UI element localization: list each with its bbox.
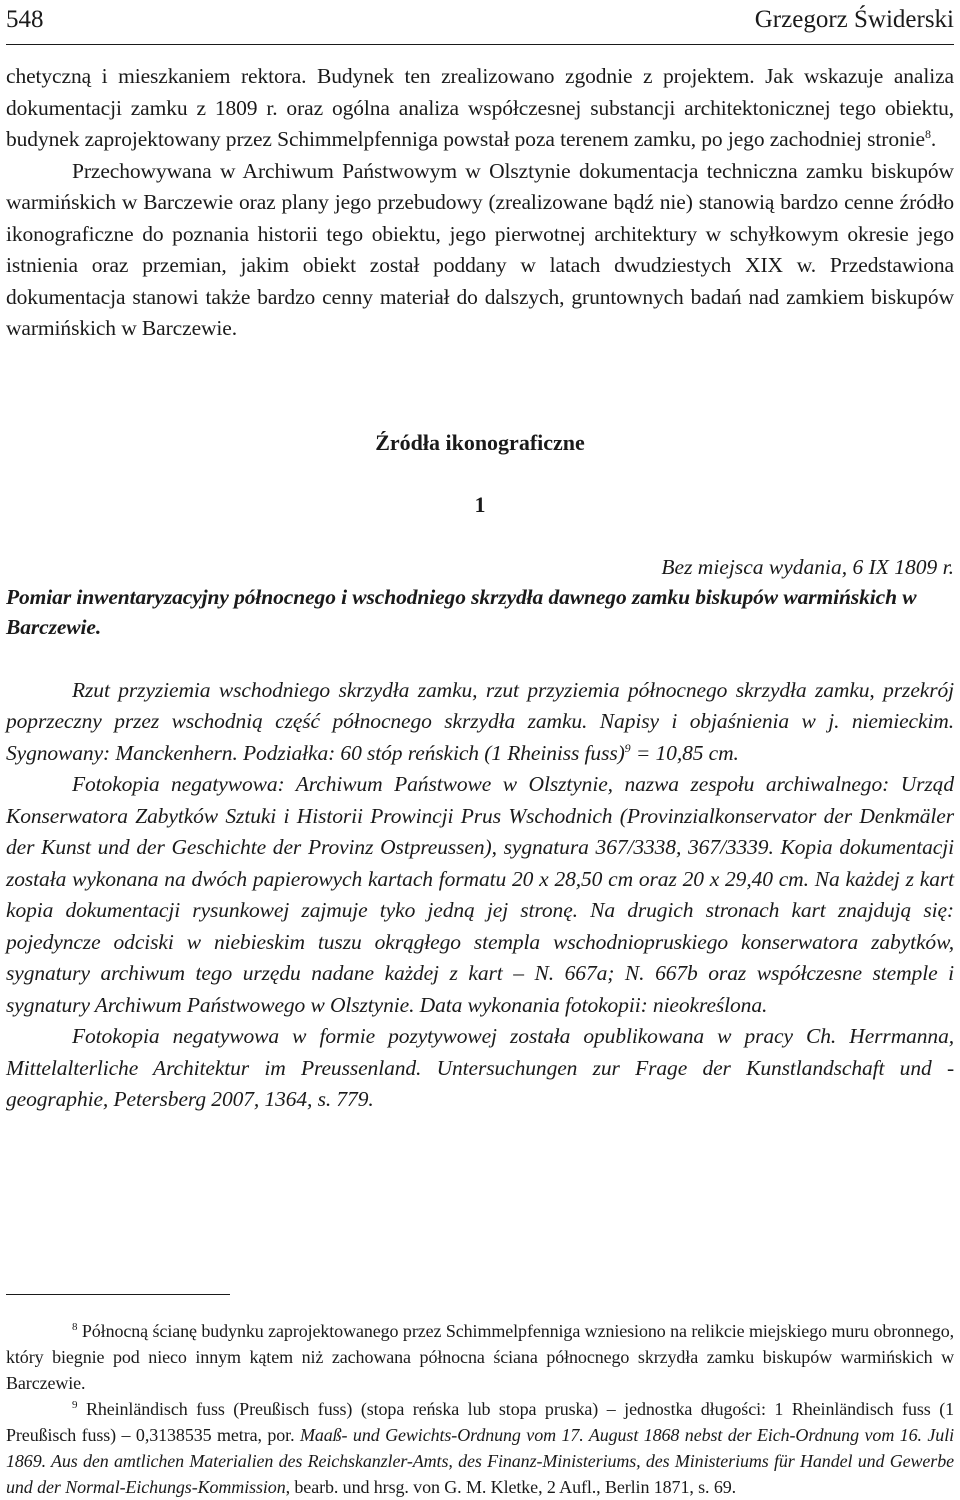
document-number: 1: [474, 491, 486, 517]
description-text: Rzut przyziemia wschodniego skrzydła zamku, rzut przyziemia północnego skrzydła zamku, przekrój poprzeczny przez wschodnią część północnego skrzydła zamku. Napisy i objaśnienia w j. niemieckim. Sygnowany: Manckenhern. Podziałka: 60 stóp reńskich (1 Rheiniss fuss): [6, 677, 954, 765]
footnote-9-citation: , bearb. und hrsg. von G. M. Kletke, 2 Aufl., Berlin 1871, s. 69.: [285, 1477, 737, 1497]
running-head: [6, 0, 954, 44]
photocopy-paragraph: Fotokopia negatywowa: Archiwum Państwowe w Olsztynie, nazwa zespołu archiwalnego: Urząd Konserwatora Zabytków Sztuki i Historii Prowincji Prus Wschodnich (Provinzialkonservator der Denkmäler der Kunst und der Geschichte der Provinz Ostpreussen), sygnatura 367/3338, 367/3339. Kopia dokumentacji została wykonana na dwóch papierowych kartach formatu 20 x 28,50 cm oraz 20 x 29,40 cm. Na każdej z kart kopia dokumentacji rysunkowej zajmuje tyko jedną jej stronę. Na drugich stronach kart znajdują się: pojedyncze odciski w niebieskim tuszu okrągłego stempla wschodniopruskiego konserwatora zabytków, sygnatury archiwum tego urzędu nadane każdej z kart – N. 667a; N. 667b oraz współczesne stemple i sygnatury Archiwum Państwowego w Olsztynie. Data wykonania fotokopii: nieokreślona.: [6, 772, 954, 1017]
page: [6, 0, 954, 1116]
footnotes: [6, 1318, 954, 1500]
footnote-9: [6, 1396, 954, 1500]
footnote-ref-8[interactable]: 8: [924, 126, 931, 141]
header-rule: [6, 44, 954, 45]
paragraph-1-end: .: [930, 127, 937, 151]
footnote-8-number: 8: [72, 1321, 78, 1333]
body-paragraph-1: [6, 61, 954, 156]
body-paragraph-2: Przechowywana w Archiwum Państwowym w Olsztynie dokumentacja techniczna zamku biskupów warmińskich w Barczewie oraz plany jego przebudowy (zrealizowane bądź nie) stanowią bardzo cenne źródło ikonograficzne do poznania historii tego obiektu, jego pierwotnej architektury w schyłkowym okresie jego istnienia oraz przemian, jakim obiekt został poddany w latach dwudziestych XIX w. Przedstawiona dokumentacja stanowi także bardzo cenny materiał do dalszych, gruntownych badań nad zamkiem biskupów warmińskich w Barczewie.: [6, 158, 954, 340]
footnote-9-text: Rheinländisch fuss (Preußisch fuss) (stopa reńska lub stopa pruska) – jednostka długości: 1 Rheinländisch fuss (1 Preußisch fuss) – 0,3138535 metra, por.: [6, 1399, 954, 1445]
paragraph-1-text: chetyczną i mieszkaniem rektora. Budynek ten zrealizowano zgodnie z projektem. Jak wskazuje analiza dokumentacji zamku z 1809 r. oraz ogólna analiza współczesnej substancji architektonicznej tego obiektu, budynek zaprojektowany przez Schimmelpfenniga powstał poza terenem zamku, po jego zachodniej stronie: [6, 64, 954, 151]
footnote-rule: [6, 1294, 230, 1295]
running-head-author: Grzegorz Świderski: [754, 6, 954, 33]
document-date: Bez miejsca wydania, 6 IX 1809 r.: [661, 554, 954, 579]
document-description: [6, 675, 954, 770]
description-scale: = 10,85 cm.: [630, 740, 739, 765]
footnote-8-text: Północną ścianę budynku zaprojektowanego przez Schimmelpfenniga wzniesiono na relikcie miejskiego muru obronnego, który biegnie pod nieco innym kątem niż zachowana północna ściana północnego skrzydła zamku biskupów warmińskich w Barczewie.: [6, 1321, 954, 1393]
footnote-9-number: 9: [72, 1399, 78, 1411]
document-title: Pomiar inwentaryzacyjny północnego i wschodniego skrzydła dawnego zamku biskupów warmińskich w Barczewie.: [6, 584, 917, 639]
page-number: 548: [6, 6, 44, 33]
footnote-8: [6, 1318, 954, 1396]
footnote-ref-9[interactable]: 9: [624, 740, 631, 755]
publication-paragraph: Fotokopia negatywowa w formie pozytywowej została opublikowana w pracy Ch. Herrmanna, Mittelalterliche Architektur im Preussenland. Untersuchungen zur Frage der Kunstlandschaft und -geographie, Petersberg 2007, 1364, s. 779.: [6, 1024, 954, 1111]
footnote-9-cited-work: Maaß- und Gewichts-Ordnung vom 17. August 1868 nebst der Eich-Ordnung vom 16. Juli 1869. Aus den amtlichen Materialien des Reichskanzler-Amts, des Finanz-Ministeriums, des Ministeriums für Handel und Gewerbe und der Normal-Eichungs-Kommission: [6, 1425, 954, 1497]
section-title: Źródła ikonograficzne: [375, 429, 585, 455]
